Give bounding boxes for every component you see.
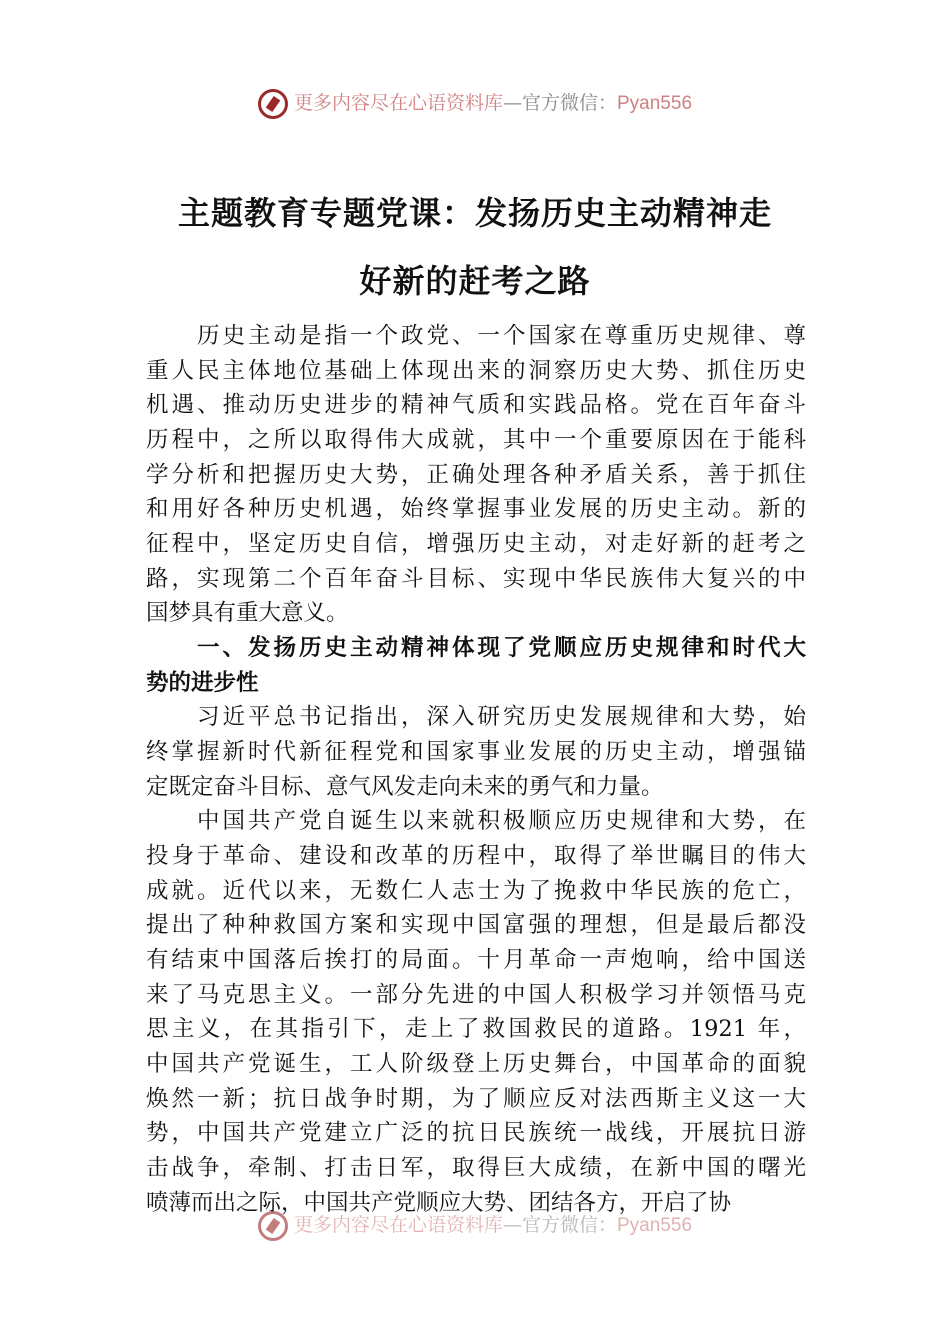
text-line: 击战争，牵制、打击日军，取得巨大成绩，在新中国的曙光 xyxy=(146,1155,806,1182)
text-line: 成就。近代以来，无数仁人志士为了挽救中华民族的危亡， xyxy=(146,877,806,904)
text-line: 中国共产党诞生，工人阶级登上历史舞台，中国革命的面貌 xyxy=(146,1051,806,1078)
section-heading xyxy=(146,631,806,700)
logo-icon xyxy=(258,1211,288,1241)
document-title-line-2: 好新的赶考之路 xyxy=(359,262,591,300)
text-line: 喷薄而出之际，中国共产党顺应大势、团结各方，开启了协 xyxy=(146,1189,732,1216)
document-title-line-1: 主题教育专题党课：发扬历史主动精神走 xyxy=(177,194,772,232)
text-line: 有结束中国落后挨打的局面。十月革命一声炮响，给中国送 xyxy=(146,947,806,974)
text-line: 国梦具有重大意义。 xyxy=(146,600,349,627)
text-line: 提出了种种救国方案和实现中国富强的理想，但是最后都没 xyxy=(146,912,806,939)
watermark-text: 更多内容尽在心语资料库 xyxy=(293,1214,503,1236)
logo-icon xyxy=(258,89,288,119)
text-line: 中国共产党自诞生以来就积极顺应历史规律和大势，在 xyxy=(197,808,806,835)
watermark-wechat-id: Pyan556 xyxy=(617,93,693,114)
text-line: 机遇、推动历史进步的精神气质和实践品格。党在百年奋斗 xyxy=(146,392,806,419)
text-line: 学分析和把握历史大势，正确处理各种矛盾关系，善于抓住 xyxy=(146,461,806,488)
paragraph xyxy=(146,319,806,631)
text-line: 路，实现第二个百年奋斗目标、实现中华民族伟大复兴的中 xyxy=(146,565,806,592)
text-line: 投身于革命、建设和改革的历程中，取得了举世瞩目的伟大 xyxy=(146,843,806,870)
text-line: 来了马克思主义。一部分先进的中国人积极学习并领悟马克 xyxy=(146,981,806,1008)
text-line: 历程中，之所以取得伟大成就，其中一个重要原因在于能科 xyxy=(146,427,806,454)
text-line: 征程中，坚定历史自信，增强历史主动，对走好新的赶考之 xyxy=(146,531,806,558)
document-body xyxy=(146,319,806,1220)
text-line: 终掌握新时代新征程党和国家事业发展的历史主动，增强锚 xyxy=(146,739,806,766)
paragraph xyxy=(146,804,806,1220)
watermark-wechat-label: —官方微信： xyxy=(502,92,617,114)
text-line: 定既定奋斗目标、意气风发走向未来的勇气和力量。 xyxy=(146,773,664,800)
watermark-wechat-label: —官方微信： xyxy=(502,1214,617,1236)
text-line: 和用好各种历史机遇，始终掌握事业发展的历史主动。新的 xyxy=(146,496,806,523)
text-line: 历史主动是指一个政党、一个国家在尊重历史规律、尊 xyxy=(197,323,806,349)
watermark-header xyxy=(0,88,950,119)
text-line: 思主义，在其指引下，走上了救国救民的道路。1921 年， xyxy=(146,1016,806,1043)
text-line: 习近平总书记指出，深入研究历史发展规律和大势，始 xyxy=(197,704,806,731)
watermark-footer xyxy=(0,1210,950,1241)
text-line: 势，中国共产党建立广泛的抗日民族统一战线，开展抗日游 xyxy=(146,1120,806,1147)
text-line: 焕然一新；抗日战争时期，为了顺应反对法西斯主义这一大 xyxy=(146,1085,806,1112)
watermark-text: 更多内容尽在心语资料库 xyxy=(293,92,503,114)
watermark-wechat-id: Pyan556 xyxy=(617,1215,693,1236)
text-line: 重人民主体地位基础上体现出来的洞察历史大势、抓住历史 xyxy=(146,357,806,384)
paragraph xyxy=(146,700,806,804)
text-line: 势的进步性 xyxy=(146,669,259,696)
text-line: 一、发扬历史主动精神体现了党顺应历史规律和时代大 xyxy=(197,635,806,662)
